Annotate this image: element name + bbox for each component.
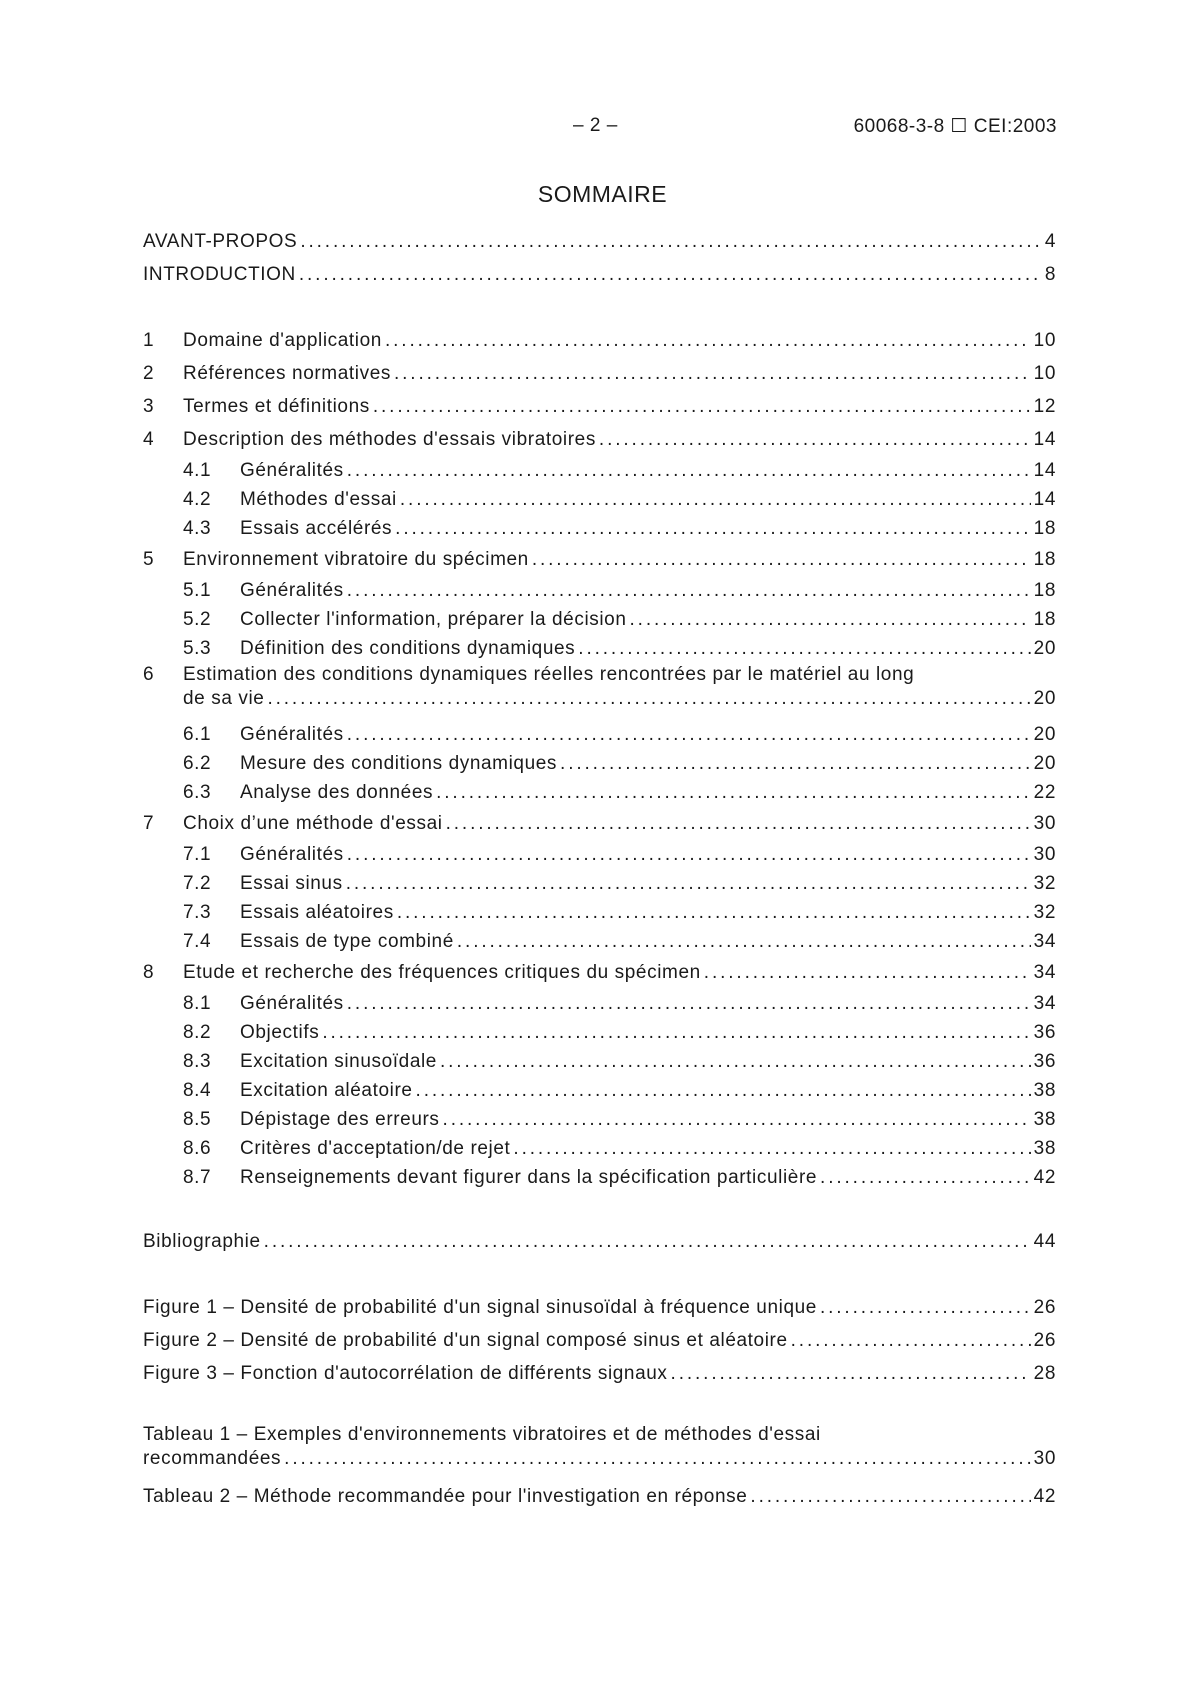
toc-entry-section-7-2[interactable]: [143, 869, 1056, 898]
dot-leader: [299, 258, 1042, 291]
toc-page: 14: [1033, 460, 1056, 481]
toc-label: Tableau 2 – Méthode recommandée pour l'investigation en réponse: [143, 1486, 748, 1507]
dot-leader: [440, 1047, 1031, 1076]
toc-entry-figure-3[interactable]: [143, 1357, 1056, 1390]
toc-number: 4.1: [183, 460, 212, 481]
toc-page: 34: [1033, 931, 1056, 952]
toc-page: 10: [1033, 363, 1056, 384]
toc-page: 18: [1033, 609, 1056, 630]
toc-number: 8.1: [183, 993, 212, 1014]
toc-label: Dépistage des erreurs: [240, 1109, 440, 1130]
toc-label: Description des méthodes d'essais vibratoires: [183, 429, 596, 450]
toc-entry-table-2[interactable]: [143, 1480, 1056, 1513]
toc-number: 8.2: [183, 1022, 212, 1043]
dot-leader: [578, 634, 1030, 663]
toc-label: Mesure des conditions dynamiques: [240, 753, 558, 774]
dot-leader: [300, 225, 1042, 258]
toc-number: 3: [143, 396, 155, 417]
toc-entry-section-8-3[interactable]: [143, 1047, 1056, 1076]
dot-leader: [395, 514, 1031, 543]
document-reference: 60068-3-8 ☐ CEI:2003: [853, 116, 1057, 137]
toc-page: 10: [1033, 330, 1056, 351]
toc-number: 8.7: [183, 1167, 212, 1188]
toc-number: 7.3: [183, 902, 212, 923]
toc-page: 14: [1033, 429, 1056, 450]
toc-entry-foreword[interactable]: [143, 225, 1056, 258]
toc-entry-section-7-4[interactable]: [143, 927, 1056, 956]
dot-leader: [347, 720, 1031, 749]
toc-number: 7.4: [183, 931, 212, 952]
toc-number: 2: [143, 363, 155, 384]
dot-leader: [532, 543, 1031, 576]
dot-leader: [373, 390, 1031, 423]
toc-page: 34: [1033, 962, 1056, 983]
toc-number: 5.2: [183, 609, 212, 630]
dot-leader: [267, 687, 1030, 711]
toc-page: 36: [1033, 1051, 1056, 1072]
dot-leader: [400, 485, 1031, 514]
toc-number: 6.1: [183, 724, 212, 745]
toc-label: Essai sinus: [240, 873, 343, 894]
toc-entry-section-4-2[interactable]: [143, 485, 1056, 514]
toc-page: 4: [1044, 231, 1056, 252]
dot-leader: [671, 1357, 1031, 1390]
page-number: – 2 –: [573, 115, 618, 136]
toc-page: 22: [1033, 782, 1056, 803]
toc-label: Généralités: [240, 460, 344, 481]
toc-number: 5.1: [183, 580, 212, 601]
toc-entry-introduction[interactable]: [143, 258, 1056, 291]
toc-entry-section-5[interactable]: [143, 543, 1056, 576]
toc-label: INTRODUCTION: [143, 264, 296, 285]
toc-label: Généralités: [240, 724, 344, 745]
dot-leader: [284, 1447, 1031, 1471]
toc-page: 38: [1033, 1138, 1056, 1159]
toc-entry-table-1[interactable]: [143, 1423, 1056, 1471]
toc-page: 20: [1033, 688, 1056, 709]
toc-page: 36: [1033, 1022, 1056, 1043]
toc-label: Figure 3 – Fonction d'autocorrélation de différents signaux: [143, 1363, 668, 1384]
toc-page: 32: [1033, 902, 1056, 923]
toc-entry-section-4[interactable]: [143, 423, 1056, 456]
toc-entry-section-4-1[interactable]: [143, 456, 1056, 485]
dot-leader: [394, 357, 1031, 390]
toc-label: Méthodes d'essai: [240, 489, 397, 510]
dot-leader: [560, 749, 1031, 778]
toc-page: 18: [1033, 549, 1056, 570]
toc-page: 8: [1044, 264, 1056, 285]
dot-leader: [347, 576, 1031, 605]
toc-entry-section-8-6[interactable]: [143, 1134, 1056, 1163]
toc-number: 4: [143, 429, 155, 450]
toc-label: Domaine d'application: [183, 330, 382, 351]
dot-leader: [347, 456, 1031, 485]
toc-page: 42: [1033, 1486, 1056, 1507]
toc-entry-section-8-5[interactable]: [143, 1105, 1056, 1134]
table-of-contents: [143, 225, 1056, 1513]
dot-leader: [436, 778, 1031, 807]
toc-entry-section-4-3[interactable]: [143, 514, 1056, 543]
toc-page: 18: [1033, 518, 1056, 539]
toc-label: Etude et recherche des fréquences critiques du spécimen: [183, 962, 701, 983]
toc-label: Excitation sinusoïdale: [240, 1051, 437, 1072]
toc-label: Critères d'acceptation/de rejet: [240, 1138, 511, 1159]
toc-label: AVANT-PROPOS: [143, 231, 298, 252]
toc-entry-section-7-1[interactable]: [143, 840, 1056, 869]
toc-number: 1: [143, 330, 155, 351]
toc-entry-section-5-3[interactable]: [143, 634, 1056, 663]
toc-entry-section-6-3[interactable]: [143, 778, 1056, 807]
toc-label-line1: Tableau 1 – Exemples d'environnements vibratoires et de méthodes d'essai: [143, 1424, 821, 1445]
toc-page: 42: [1033, 1167, 1056, 1188]
toc-label: Essais aléatoires: [240, 902, 394, 923]
toc-entry-section-8-4[interactable]: [143, 1076, 1056, 1105]
toc-number: 8.5: [183, 1109, 212, 1130]
toc-label: Analyse des données: [240, 782, 434, 803]
toc-label: Figure 2 – Densité de probabilité d'un signal composé sinus et aléatoire: [143, 1330, 788, 1351]
toc-entry-section-7[interactable]: [143, 807, 1056, 840]
toc-number: 5.3: [183, 638, 212, 659]
dot-leader: [416, 1076, 1031, 1105]
toc-label: Figure 1 – Densité de probabilité d'un signal sinusoïdal à fréquence unique: [143, 1297, 817, 1318]
toc-number: 6.3: [183, 782, 212, 803]
toc-page: 12: [1033, 396, 1056, 417]
toc-page: 30: [1033, 844, 1056, 865]
dot-leader: [264, 1225, 1031, 1258]
toc-label: Généralités: [240, 844, 344, 865]
dot-leader: [385, 324, 1031, 357]
toc-entry-section-8-7[interactable]: [143, 1163, 1056, 1192]
dot-leader: [513, 1134, 1030, 1163]
dot-leader: [599, 423, 1031, 456]
toc-entry-section-6-1[interactable]: [143, 720, 1056, 749]
toc-page: 26: [1033, 1297, 1056, 1318]
toc-number: 8.3: [183, 1051, 212, 1072]
toc-entry-section-6[interactable]: [143, 663, 1056, 711]
toc-number: 7: [143, 813, 155, 834]
toc-number: 7.2: [183, 873, 212, 894]
dot-leader: [820, 1291, 1031, 1324]
toc-entry-section-7-3[interactable]: [143, 898, 1056, 927]
toc-entry-section-5-2[interactable]: [143, 605, 1056, 634]
toc-number: 8.4: [183, 1080, 212, 1101]
dot-leader: [443, 1105, 1031, 1134]
dot-leader: [347, 840, 1031, 869]
toc-entry-section-6-2[interactable]: [143, 749, 1056, 778]
toc-label: Collecter l'information, préparer la décision: [240, 609, 627, 630]
toc-number: 5: [143, 549, 155, 570]
toc-page: 30: [1033, 813, 1056, 834]
toc-page: 44: [1033, 1231, 1056, 1252]
toc-number: 4.2: [183, 489, 212, 510]
toc-entry-section-8-2[interactable]: [143, 1018, 1056, 1047]
toc-entry-section-5-1[interactable]: [143, 576, 1056, 605]
toc-label: Objectifs: [240, 1022, 320, 1043]
dot-leader: [457, 927, 1031, 956]
dot-leader: [750, 1480, 1030, 1513]
toc-label: Essais de type combiné: [240, 931, 454, 952]
toc-label: Généralités: [240, 580, 344, 601]
toc-number: 8: [143, 962, 155, 983]
dot-leader: [791, 1324, 1031, 1357]
toc-label: Environnement vibratoire du spécimen: [183, 549, 529, 570]
toc-page: 38: [1033, 1109, 1056, 1130]
toc-number: 8.6: [183, 1138, 212, 1159]
dot-leader: [820, 1163, 1031, 1192]
dot-leader: [397, 898, 1031, 927]
toc-entry-section-8[interactable]: [143, 956, 1056, 989]
toc-number: 7.1: [183, 844, 212, 865]
toc-entry-section-3[interactable]: [143, 390, 1056, 423]
toc-number: 4.3: [183, 518, 212, 539]
toc-entry-figure-1[interactable]: [143, 1291, 1056, 1324]
dot-leader: [322, 1018, 1030, 1047]
toc-page: 38: [1033, 1080, 1056, 1101]
toc-page: 18: [1033, 580, 1056, 601]
dot-leader: [630, 605, 1031, 634]
toc-entry-bibliography[interactable]: [143, 1225, 1056, 1258]
toc-label: Excitation aléatoire: [240, 1080, 413, 1101]
toc-page: 28: [1033, 1363, 1056, 1384]
page-title: SOMMAIRE: [537, 181, 668, 207]
toc-label-line2: de sa vie: [183, 688, 265, 709]
dot-leader: [347, 989, 1031, 1018]
toc-label: Bibliographie: [143, 1231, 261, 1252]
toc-label: Définition des conditions dynamiques: [240, 638, 576, 659]
toc-label: Généralités: [240, 993, 344, 1014]
toc-number: 6.2: [183, 753, 212, 774]
toc-page: 20: [1033, 753, 1056, 774]
toc-entry-figure-2[interactable]: [143, 1324, 1056, 1357]
toc-page: 20: [1033, 724, 1056, 745]
toc-number: 6: [143, 664, 155, 685]
toc-label-line2: recommandées: [143, 1448, 282, 1469]
toc-label: Choix d’une méthode d'essai: [183, 813, 443, 834]
toc-label: Termes et définitions: [183, 396, 370, 417]
toc-label: Essais accélérés: [240, 518, 393, 539]
toc-page: 30: [1033, 1448, 1056, 1469]
toc-label: Références normatives: [183, 363, 391, 384]
toc-label-line1: Estimation des conditions dynamiques réelles rencontrées par le matériel au long: [183, 664, 915, 685]
toc-page: 20: [1033, 638, 1056, 659]
dot-leader: [346, 869, 1031, 898]
dot-leader: [446, 807, 1031, 840]
toc-page: 32: [1033, 873, 1056, 894]
toc-label: Renseignements devant figurer dans la spécification particulière: [240, 1167, 818, 1188]
toc-entry-section-1[interactable]: [143, 324, 1056, 357]
toc-page: 14: [1033, 489, 1056, 510]
toc-entry-section-2[interactable]: [143, 357, 1056, 390]
toc-page: 34: [1033, 993, 1056, 1014]
dot-leader: [704, 956, 1031, 989]
toc-page: 26: [1033, 1330, 1056, 1351]
toc-entry-section-8-1[interactable]: [143, 989, 1056, 1018]
